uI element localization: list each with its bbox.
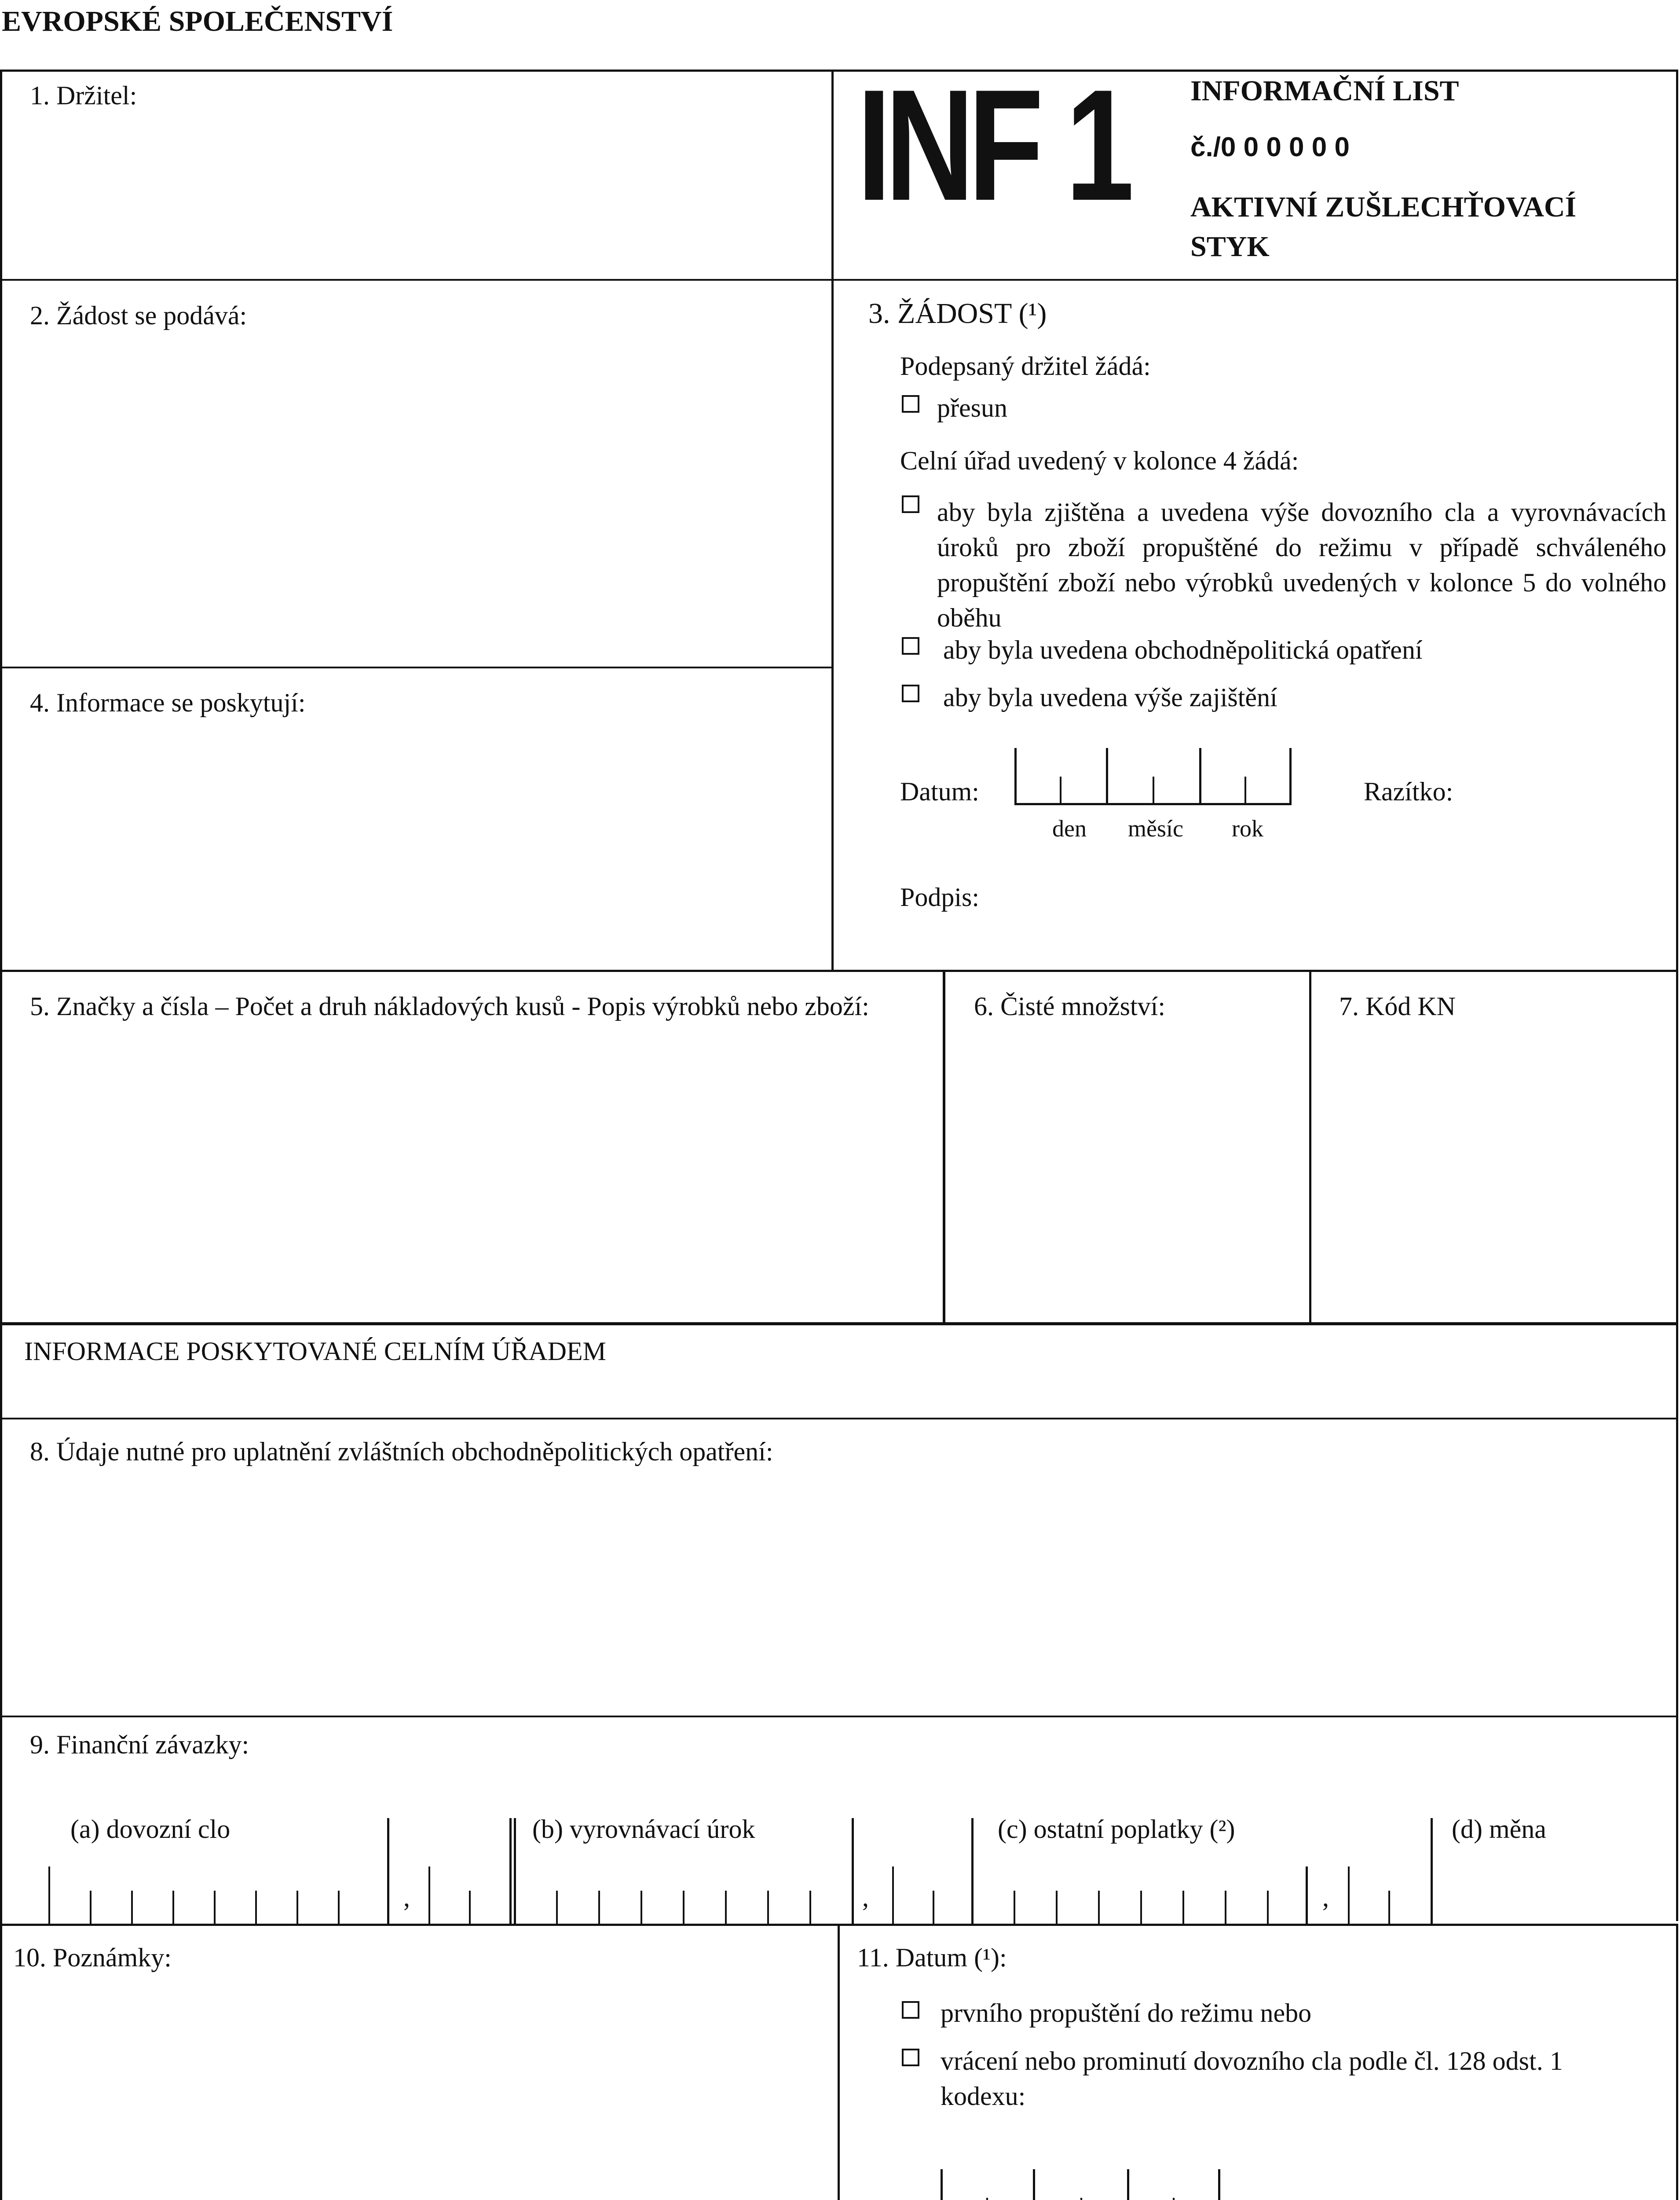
transfer-label: přesun xyxy=(937,393,1007,422)
other-charges-decimal-comma: , xyxy=(1322,1883,1329,1912)
form-subtitle-1: AKTIVNÍ ZUŠLECHŤOVACÍ xyxy=(1190,191,1577,223)
form-title: INFORMAČNÍ LIST xyxy=(1190,75,1459,107)
box9-compensatory-interest-label: (b) vyrovnávací úrok xyxy=(532,1815,755,1844)
box2-applicant-label: 2. Žádost se podává: xyxy=(30,301,247,330)
box3-stamp-label: Razítko: xyxy=(1364,777,1453,806)
box9-import-duty-label: (a) dovozní clo xyxy=(70,1815,231,1844)
box9-financial-label: 9. Finanční závazky: xyxy=(30,1730,249,1759)
form-subtitle-2: STYK xyxy=(1190,231,1270,263)
box3-month-label: měsíc xyxy=(1128,815,1183,842)
box4-recipient-label: 4. Informace se poskytují: xyxy=(30,688,306,717)
box1-holder-label: 1. Držitel: xyxy=(30,81,137,110)
box8-trade-policy-label: 8. Údaje nutné pro uplatnění zvláštních obchodněpolitických opatření: xyxy=(30,1437,773,1466)
box11-date-field[interactable] xyxy=(941,2169,1220,2200)
duty-amount-label: aby byla zjištěna a uvedena výše dovozního cla a vyrovnávacích úroků pro zboží propuštěné do režimu v případě schváleného propuštění zboží nebo výrobků uvedených v kolonce 5 do volného oběhu xyxy=(937,498,1666,632)
box3-signature-label: Podpis: xyxy=(900,883,980,912)
security-amount-label: aby byla uvedena výše zajištění xyxy=(943,683,1277,712)
box3-request-label: 3. ŽÁDOST (¹) xyxy=(868,297,1047,330)
community-title: EVROPSKÉ SPOLEČENSTVÍ xyxy=(2,5,393,37)
import-duty-decimal-comma: , xyxy=(403,1883,410,1912)
security-amount-checkbox[interactable] xyxy=(902,685,919,702)
currency-field[interactable] xyxy=(1434,1818,1672,1924)
box3-office-requests: Celní úřad uvedený v kolonce 4 žádá: xyxy=(900,446,1299,475)
box5-goods-label: 5. Značky a čísla – Počet a druh nákladových kusů - Popis výrobků nebo zboží: xyxy=(30,992,869,1021)
form-code: INF 1 xyxy=(857,57,1128,234)
box3-date-label: Datum: xyxy=(900,777,979,806)
box10-remarks-label: 10. Poznámky: xyxy=(13,1943,172,1972)
box7-cn-code-label: 7. Kód KN xyxy=(1339,992,1456,1021)
policy-measures-checkbox[interactable] xyxy=(902,637,919,655)
compensatory-interest-amount-field[interactable] xyxy=(514,1818,977,1926)
box3-day-label: den xyxy=(1052,815,1087,842)
first-release-label: prvního propuštění do režimu nebo xyxy=(941,1998,1312,2028)
import-duty-amount-field[interactable] xyxy=(48,1818,514,1926)
transfer-checkbox[interactable] xyxy=(902,395,919,413)
other-charges-amount-field[interactable] xyxy=(971,1818,1433,1926)
box9-currency-label: (d) měna xyxy=(1452,1815,1546,1844)
box3-holder-requests: Podepsaný držitel žádá: xyxy=(900,352,1151,381)
first-release-checkbox[interactable] xyxy=(902,2001,919,2019)
box3-year-label: rok xyxy=(1232,815,1263,842)
box11-date-label: 11. Datum (¹): xyxy=(857,1943,1007,1972)
duty-amount-checkbox[interactable] xyxy=(902,495,919,513)
form-number: č./0 0 0 0 0 0 xyxy=(1190,132,1350,162)
policy-measures-label: aby byla uvedena obchodněpolitická opatření xyxy=(943,635,1423,664)
box6-net-quantity-label: 6. Čisté množství: xyxy=(974,992,1165,1021)
refund-checkbox[interactable] xyxy=(902,2049,919,2066)
box9-other-charges-label: (c) ostatní poplatky (²) xyxy=(998,1815,1235,1844)
compensatory-interest-decimal-comma: , xyxy=(862,1883,869,1912)
office-info-heading: INFORMACE POSKYTOVANÉ CELNÍM ÚŘADEM xyxy=(24,1337,606,1366)
refund-label: vrácení nebo prominutí dovozního cla podle čl. 128 odst. 1 kodexu: xyxy=(941,2046,1563,2111)
box3-date-field[interactable] xyxy=(1014,748,1292,805)
